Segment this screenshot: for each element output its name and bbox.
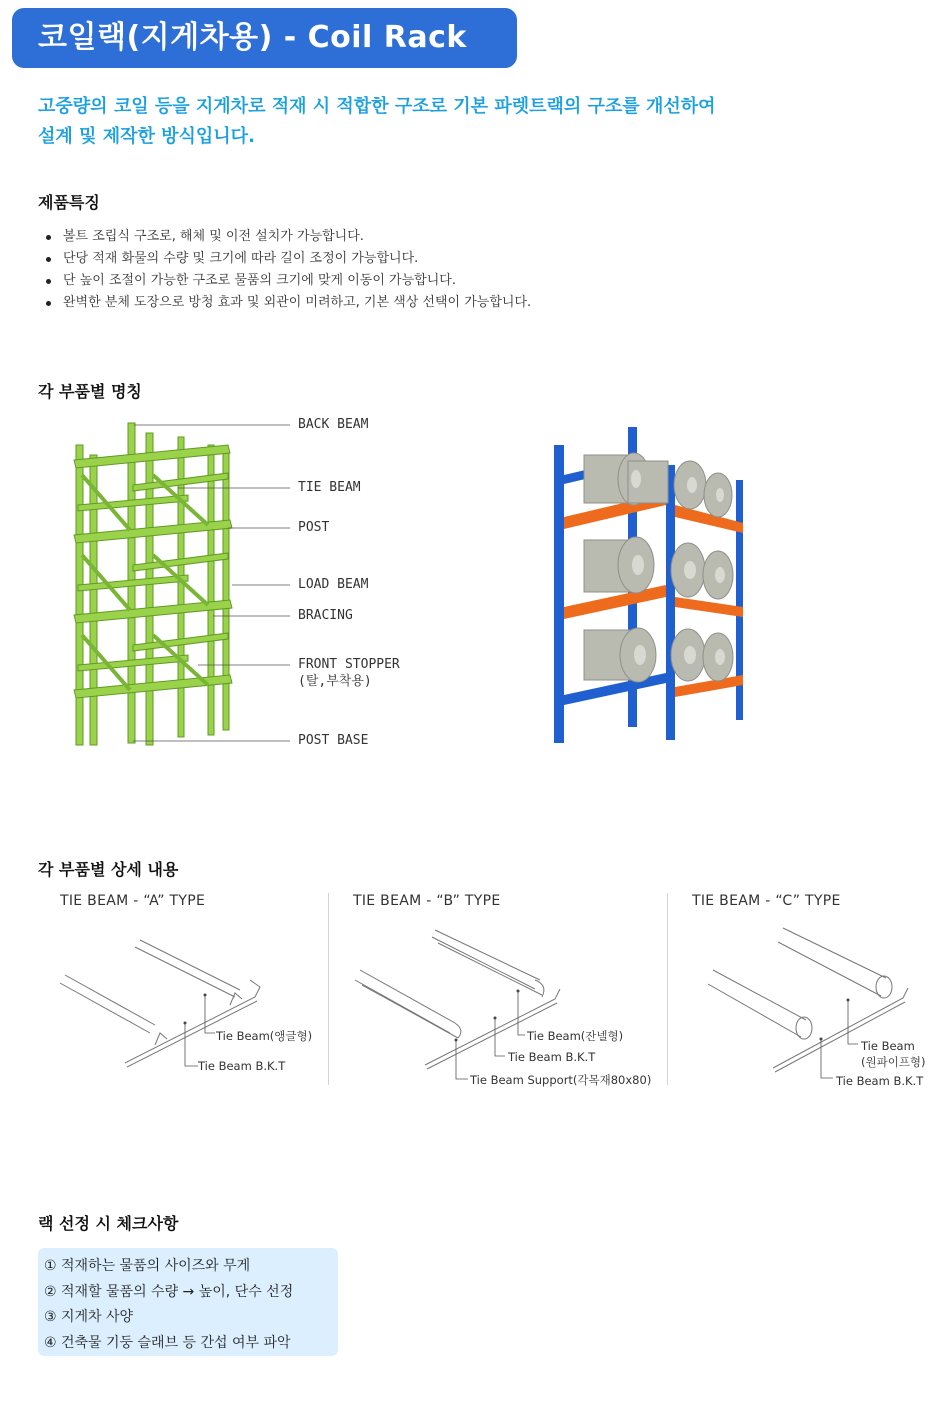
intro-text bbox=[38, 92, 878, 152]
intro-line-1: 고중량의 코일 등을 지게차로 적재 시 적합한 구조로 기본 파렛트랙의 구조를 개선하여 bbox=[38, 96, 716, 117]
checklist-item: ② 적재할 물품의 수량 → 높이, 단수 선정 bbox=[44, 1283, 294, 1300]
checklist-item: ① 적재하는 물품의 사이즈와 무게 bbox=[44, 1258, 251, 1274]
label-back-beam: BACK BEAM bbox=[298, 417, 369, 432]
parts-heading: 각 부품별 명칭 bbox=[38, 382, 142, 401]
tie-beam-a-drawing bbox=[55, 935, 285, 1075]
label-tie-beam: TIE BEAM bbox=[298, 480, 361, 495]
page-title: 코일랙(지게차용) - Coil Rack bbox=[12, 8, 517, 68]
divider bbox=[328, 893, 329, 1085]
tie-beam-c-title: TIE BEAM - “C” TYPE bbox=[692, 893, 841, 909]
features-heading: 제품특징 bbox=[38, 193, 100, 212]
tie-beam-c-label-2: Tie Beam B.K.T bbox=[836, 1074, 924, 1088]
tie-beam-c-label-1b: (원파이프형) bbox=[861, 1055, 926, 1069]
feature-item: 완벽한 분체 도장으로 방청 효과 및 외관이 미려하고, 기본 색상 선택이 가능합니다. bbox=[44, 292, 531, 314]
label-post-base: POST BASE bbox=[298, 733, 369, 748]
green-rack-illustration bbox=[38, 415, 298, 750]
label-front-stopper-note: (탈,부착용) bbox=[298, 674, 372, 689]
label-bracing: BRACING bbox=[298, 608, 353, 623]
tie-beam-a-title: TIE BEAM - “A” TYPE bbox=[60, 893, 206, 909]
details-heading: 각 부품별 상세 내용 bbox=[38, 860, 179, 879]
blue-coil-rack-illustration bbox=[548, 425, 748, 745]
tie-beam-b-label-2: Tie Beam B.K.T bbox=[508, 1050, 596, 1064]
feature-item: 볼트 조립식 구조로, 해체 및 이전 설치가 가능합니다. bbox=[44, 226, 531, 248]
tie-beam-c-label-1: Tie Beam bbox=[861, 1039, 915, 1053]
label-post: POST bbox=[298, 520, 330, 535]
tie-beam-a-label-2: Tie Beam B.K.T bbox=[198, 1059, 286, 1073]
checklist-item: ④ 건축물 기둥 슬래브 등 간섭 여부 파악 bbox=[44, 1334, 291, 1351]
divider bbox=[667, 893, 668, 1085]
tie-beam-b-label-3: Tie Beam Support(각목재80x80) bbox=[470, 1073, 652, 1087]
feature-item: 단 높이 조절이 가능한 구조로 물품의 크기에 맞게 이동이 가능합니다. bbox=[44, 270, 531, 292]
checklist-item: ③ 지게차 사양 bbox=[44, 1309, 134, 1325]
checklist-heading: 랙 선정 시 체크사항 bbox=[38, 1214, 179, 1233]
tie-beam-a-label-1: Tie Beam(앵글형) bbox=[216, 1029, 313, 1043]
tie-beam-b-title: TIE BEAM - “B” TYPE bbox=[353, 893, 501, 909]
feature-item: 단당 적재 화물의 수량 및 크기에 따라 길이 조정이 가능합니다. bbox=[44, 248, 531, 270]
intro-line-2: 설계 및 제작한 방식입니다. bbox=[38, 126, 255, 147]
label-front-stopper: FRONT STOPPER bbox=[298, 657, 400, 672]
label-load-beam: LOAD BEAM bbox=[298, 577, 369, 592]
checklist-box bbox=[38, 1248, 338, 1356]
features-list bbox=[44, 226, 531, 314]
tie-beam-b-label-1: Tie Beam(잔넬형) bbox=[527, 1029, 624, 1043]
